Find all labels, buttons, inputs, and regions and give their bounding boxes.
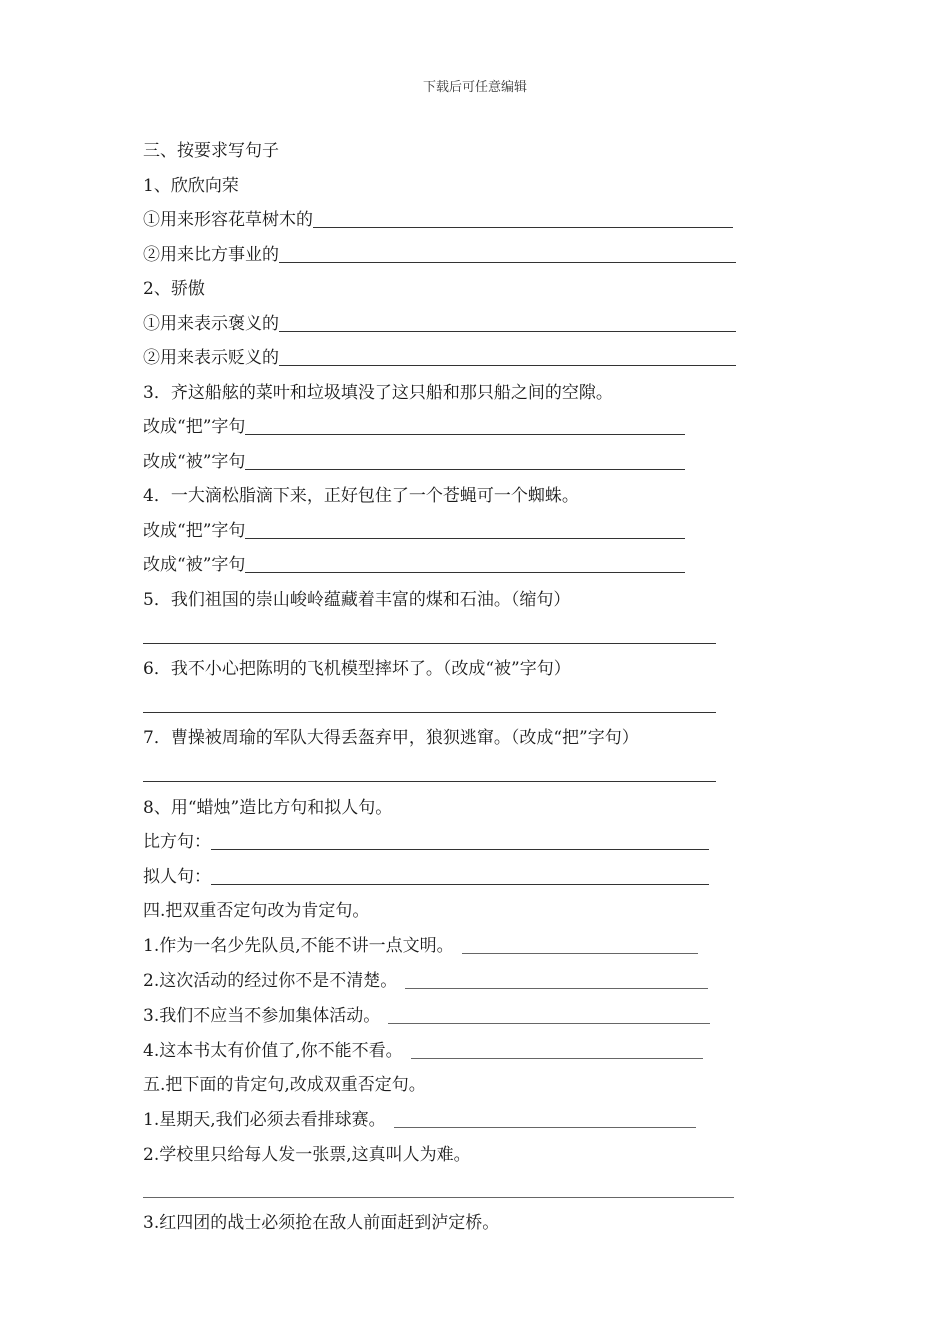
q1-a-answer-blank[interactable] <box>313 226 733 228</box>
q4-label: 4．一大滴松脂滴下来，正好包住了一个苍蝇可一个蜘蛛。 <box>143 486 579 506</box>
s5-item-2: 2.学校里只给每人发一张票,这真叫人为难。 <box>143 1145 471 1165</box>
s4-item-2-answer-blank[interactable] <box>405 987 708 989</box>
q8-label: 8、用“蜡烛”造比方句和拟人句。 <box>143 798 393 818</box>
q8-a-answer-blank[interactable] <box>211 848 709 850</box>
s4-item-3-answer-blank[interactable] <box>388 1022 710 1024</box>
q4-b-line: 改成“被”字句 <box>143 552 685 578</box>
section-4-title: 四.把双重否定句改为肯定句。 <box>143 901 370 921</box>
s5-item-2-answer-rule[interactable] <box>143 1196 734 1198</box>
q1-a-line: ①用来形容花草树木的 <box>143 207 733 233</box>
section-5-title: 五.把下面的肯定句,改成双重否定句。 <box>143 1075 426 1095</box>
q2-a-line: ①用来表示褒义的 <box>143 311 736 337</box>
q7-label: 7．曹操被周瑜的军队大得丢盔弃甲，狼狈逃窜。（改成“把”字句） <box>143 728 639 748</box>
s4-item-3: 3.我们不应当不参加集体活动。 <box>143 1003 710 1029</box>
q4-a-answer-blank[interactable] <box>245 537 685 539</box>
q2-b-answer-blank[interactable] <box>279 364 736 366</box>
s4-item-1: 1.作为一名少先队员,不能不讲一点文明。 <box>143 933 698 959</box>
q8-b-line: 拟人句： <box>143 864 709 890</box>
q1-b-answer-blank[interactable] <box>279 261 736 263</box>
q5-label: 5．我们祖国的崇山峻岭蕴藏着丰富的煤和石油。（缩句） <box>143 590 571 610</box>
s4-item-2: 2.这次活动的经过你不是不清楚。 <box>143 968 708 994</box>
page-header: 下载后可任意编辑 <box>422 80 527 95</box>
s5-item-3: 3.红四团的战士必须抢在敌人前面赶到泸定桥。 <box>143 1213 500 1233</box>
s5-item-1: 1.星期天,我们必须去看排球赛。 <box>143 1107 696 1133</box>
s4-item-1-answer-blank[interactable] <box>462 952 698 954</box>
q7-answer-rule[interactable] <box>143 780 716 782</box>
q8-a-line: 比方句： <box>143 829 709 855</box>
q4-a-line: 改成“把”字句 <box>143 518 685 544</box>
q2-label: 2、骄傲 <box>143 279 205 299</box>
q3-b-answer-blank[interactable] <box>245 468 685 470</box>
q6-answer-rule[interactable] <box>143 711 716 713</box>
s5-item-1-answer-blank[interactable] <box>394 1126 696 1128</box>
s4-item-4: 4.这本书太有价值了,你不能不看。 <box>143 1038 703 1064</box>
q3-b-line: 改成“被”字句 <box>143 449 685 475</box>
q3-a-answer-blank[interactable] <box>245 433 685 435</box>
q2-a-answer-blank[interactable] <box>279 330 736 332</box>
q2-b-line: ②用来表示贬义的 <box>143 345 736 371</box>
q5-answer-rule[interactable] <box>143 642 716 644</box>
q3-a-line: 改成“把”字句 <box>143 414 685 440</box>
section-3-title: 三、按要求写句子 <box>143 141 279 161</box>
q6-label: 6．我不小心把陈明的飞机模型摔坏了。（改成“被”字句） <box>143 659 571 679</box>
q1-b-line: ②用来比方事业的 <box>143 242 736 268</box>
q8-b-answer-blank[interactable] <box>211 883 709 885</box>
q3-label: 3．齐这船舷的菜叶和垃圾填没了这只船和那只船之间的空隙。 <box>143 383 613 403</box>
q1-label: 1、欣欣向荣 <box>143 176 239 196</box>
s4-item-4-answer-blank[interactable] <box>411 1057 703 1059</box>
q4-b-answer-blank[interactable] <box>245 571 685 573</box>
